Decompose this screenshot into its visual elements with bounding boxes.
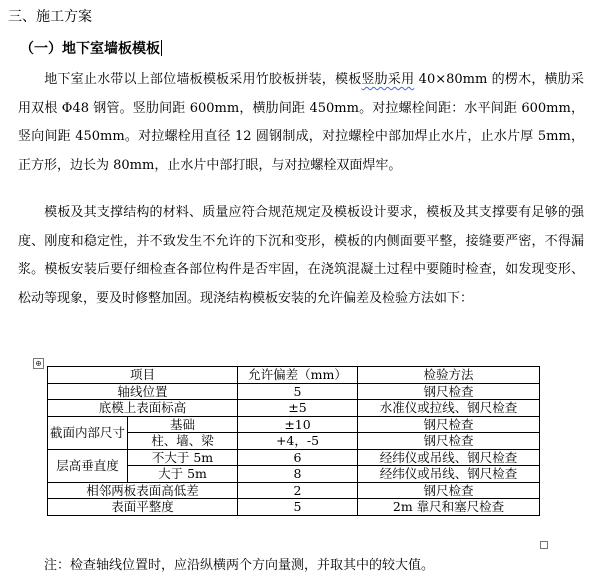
cell-tolerance: ±10 (238, 416, 358, 433)
cell-item: 表面平整度 (48, 499, 238, 516)
cell-method: 钢尺检查 (358, 433, 540, 450)
cell-tolerance: 5 (238, 499, 358, 516)
cell-tolerance: 2 (238, 482, 358, 499)
header-tolerance: 允许偏差（mm） (238, 367, 358, 384)
cell-subitem: 柱、墙、梁 (128, 433, 238, 450)
paragraph1-text: 地下室止水带以上部位墙板模板采用竹胶板拼装，模板竖肋采用 40×80mm 的楞木，横肋采用双根 Φ48 钢管。竖肋间距 600mm，横肋间距 450mm。对拉螺栓间距：水平间距 600mm，竖向间距 450mm。对拉螺栓用直径 12 圆钢制成，对拉螺栓中部加焊止水片，止水片厚 5mm，正方形，边长为 80mm，止水片中部打眼，与对拉螺栓双面焊牢。 (18, 72, 584, 173)
text-cursor (161, 40, 162, 56)
cell-tolerance: ±5 (238, 400, 358, 417)
cell-tolerance: 8 (238, 466, 358, 483)
cell-group-label: 截面内部尺寸 (48, 416, 128, 449)
table-resize-handle-icon[interactable] (540, 541, 548, 549)
table-header-row (48, 367, 540, 384)
cell-subitem: 大于 5m (128, 466, 238, 483)
table-row (48, 416, 540, 433)
cell-method: 2m 靠尺和塞尺检查 (358, 499, 540, 516)
cell-method: 钢尺检查 (358, 416, 540, 433)
cell-method: 经纬仪或吊线、钢尺检查 (358, 466, 540, 483)
section-title: 三、施工方案 (8, 9, 92, 25)
cell-item: 底模上表面标高 (48, 400, 238, 417)
table-row (48, 449, 540, 466)
table-row (48, 383, 540, 400)
tolerance-table (47, 366, 540, 516)
cell-method: 经纬仪或吊线、钢尺检查 (358, 449, 540, 466)
cell-tolerance: 6 (238, 449, 358, 466)
cell-subitem: 不大于 5m (128, 449, 238, 466)
table-row (48, 499, 540, 516)
cell-tolerance: 5 (238, 383, 358, 400)
subsection-title-text: （一）地下室墙板模板 (20, 41, 160, 57)
cell-item: 轴线位置 (48, 383, 238, 400)
table-row (48, 400, 540, 417)
cell-subitem: 基础 (128, 416, 238, 433)
cell-method: 钢尺检查 (358, 383, 540, 400)
cell-group-label: 层高垂直度 (48, 449, 128, 482)
subsection-title (20, 38, 162, 58)
paragraph2-text: 模板及其支撑结构的材料、质量应符合规范规定及模板设计要求，模板及其支撑要有足够的强度、刚度和稳定性，并不致发生不允许的下沉和变形，模板的内侧面要平整，接缝要严密，不得漏浆。模板安装后要仔细检查各部位构件是否牢固，在浇筑混凝土过程中要随时检查，如发现变形、松动等现象，要及时修整加固。现浇结构模板安装的允许偏差及检验方法如下： (18, 205, 584, 306)
table-note: 注：检查轴线位置时，应沿纵横两个方向量测，并取其中的较大值。 (44, 558, 435, 573)
paragraph-formwork-materials (18, 66, 584, 180)
cell-item: 相邻两板表面高低差 (48, 482, 238, 499)
cell-method: 钢尺检查 (358, 482, 540, 499)
table-row (48, 482, 540, 499)
table-move-handle-icon[interactable]: ⊕ (33, 358, 44, 369)
cell-method: 水准仪或拉线、钢尺检查 (358, 400, 540, 417)
header-method: 检验方法 (358, 367, 540, 384)
paragraph-formwork-requirements (18, 199, 584, 313)
cell-tolerance: +4，-5 (238, 433, 358, 450)
header-item: 项目 (48, 367, 238, 384)
spellcheck-underline[interactable]: 竖肋采用 (361, 72, 415, 87)
